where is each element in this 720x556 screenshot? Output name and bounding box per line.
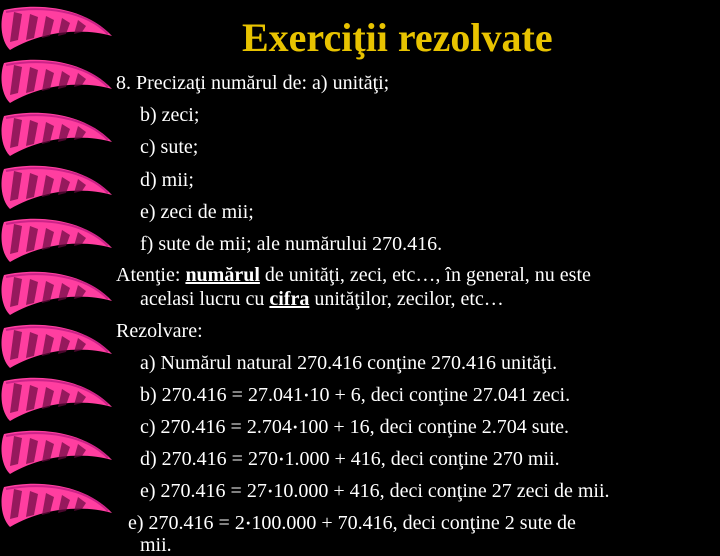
note-line-1: [116, 264, 591, 286]
solution-e: [140, 480, 610, 502]
solution-a: a) Numărul natural 270.416 conţine 270.416 unităţi.: [140, 352, 558, 374]
solution-b: [140, 384, 570, 406]
spiral-coil: [2, 378, 112, 421]
solution-c-right: 100 + 16, deci conţine 2.704 sute.: [298, 416, 570, 438]
spiral-coil: [2, 113, 112, 156]
note-line2-prefix: acelasi lucru cu: [140, 288, 270, 310]
spiral-coil: [2, 272, 112, 315]
solution-b-left: b) 270.416 = 27.041: [140, 384, 303, 406]
problem-item-c: c) sute;: [140, 136, 199, 158]
note-prefix: Atenţie:: [116, 264, 186, 286]
solution-e-right: 10.000 + 416, deci conţine 27 zeci de mii.: [273, 480, 610, 502]
note-mid: de unităţi, zeci, etc…, în general, nu este: [259, 264, 591, 286]
solution-e-left: e) 270.416 = 27: [140, 480, 267, 502]
note-line-2: [140, 288, 504, 310]
solution-label: Rezolvare:: [116, 320, 203, 342]
spiral-coil: [2, 484, 112, 527]
multiply-sign: ∙: [267, 481, 273, 501]
spiral-coil: [2, 60, 112, 103]
solution-f: [128, 512, 576, 534]
spiral-coil: [2, 219, 112, 262]
spiral-coil: [2, 325, 112, 368]
problem-intro: 8. Precizaţi numărul de: a) unităţi;: [116, 72, 390, 94]
spiral-coil: [2, 7, 112, 50]
note-line2-suffix: unităţilor, zecilor, etc…: [309, 288, 504, 310]
spiral-binding-decoration: [0, 0, 130, 540]
spiral-coil: [2, 166, 112, 209]
spiral-coil: [2, 431, 112, 474]
solution-c: [140, 416, 569, 438]
solution-b-right: 10 + 6, deci conţine 27.041 zeci.: [309, 384, 571, 406]
solution-c-left: c) 270.416 = 2.704: [140, 416, 292, 438]
problem-item-b: b) zeci;: [140, 104, 200, 126]
multiply-sign: ∙: [245, 513, 251, 533]
problem-item-f: f) sute de mii; ale numărului 270.416.: [140, 233, 443, 255]
note-emphasis-cifra: cifra: [269, 288, 310, 310]
note-emphasis-numarul: numărul: [185, 264, 260, 286]
problem-item-d: d) mii;: [140, 169, 194, 191]
problem-item-e: e) zeci de mii;: [140, 201, 254, 223]
solution-f-right: 100.000 + 70.416, deci conţine 2 sute de: [251, 512, 576, 534]
solution-d-left: d) 270.416 = 270: [140, 448, 278, 470]
solution-f-continuation: mii.: [140, 534, 172, 556]
slide-title: Exerciţii rezolvate: [242, 15, 553, 60]
solution-d-right: 1.000 + 416, deci conţine 270 mii.: [284, 448, 560, 470]
solution-f-left: e) 270.416 = 2: [128, 512, 245, 534]
multiply-sign: ∙: [292, 417, 298, 437]
multiply-sign: ∙: [303, 385, 309, 405]
multiply-sign: ∙: [278, 449, 284, 469]
solution-d: [140, 448, 560, 470]
